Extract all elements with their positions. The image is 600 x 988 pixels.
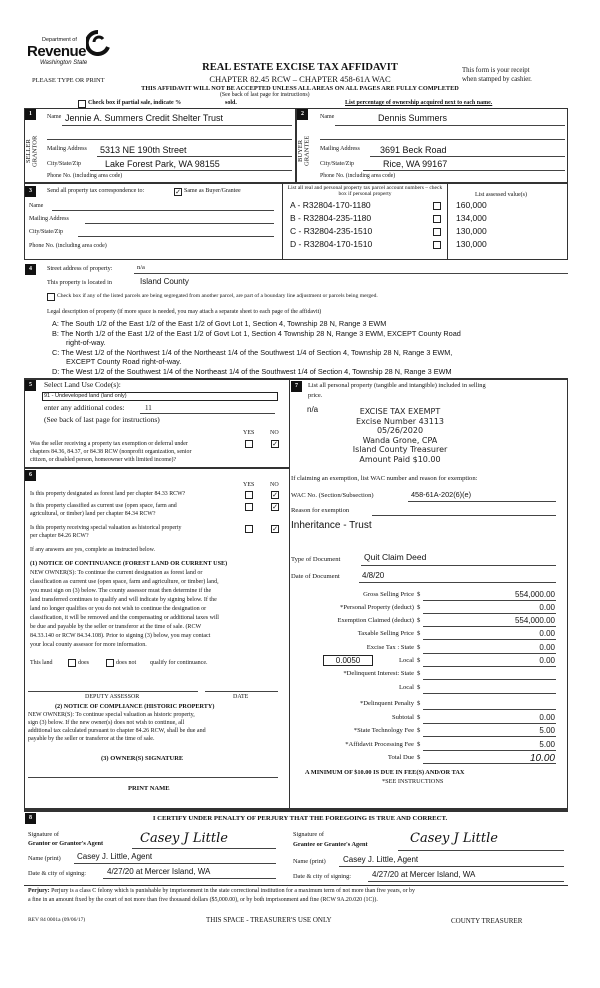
doc-type-field[interactable]: Quit Claim Deed: [364, 552, 427, 562]
buyer-city-field[interactable]: Rice, WA 99167: [383, 159, 448, 169]
section-number: 7: [291, 381, 302, 392]
s3-city-field[interactable]: [78, 236, 274, 237]
seller-phone-label: Phone No. (including area code): [47, 173, 123, 179]
date-label: DATE: [233, 694, 249, 700]
legal-line: right-of-way.: [66, 338, 106, 347]
tax-line-label: *State Technology Fee: [353, 727, 414, 734]
seller-mail-field[interactable]: 5313 NE 190th Street: [100, 145, 187, 155]
grantor-signature[interactable]: Casey J Little: [140, 831, 228, 846]
owner-signature-line[interactable]: [28, 777, 278, 778]
tax-line-label: Gross Selling Price: [363, 591, 414, 598]
price-label: price.: [308, 392, 323, 399]
tax-line-label: Local: [398, 684, 414, 691]
historic-question: Is this property receiving special valuation as historical property: [30, 525, 182, 531]
seller-name-label: Name: [47, 114, 62, 120]
buyer-city-label: City/State/Zip: [320, 161, 354, 167]
does-not-label: does not: [116, 660, 137, 666]
tax-line-underline: [423, 653, 556, 654]
section-number: 3: [25, 186, 36, 197]
tax-line-underline: [423, 639, 556, 640]
section-number: 6: [25, 470, 36, 481]
tax-line-label: Total Due: [387, 754, 414, 761]
legal-label: Legal description of property (if more space is needed, you may attach a separate sheet to each page of the affidavit): [47, 309, 322, 315]
tax-line-value[interactable]: 554,000.00: [514, 590, 555, 599]
tax-line-underline: [423, 750, 556, 751]
tax-line-label: Subtotal: [392, 714, 414, 721]
tax-line-value[interactable]: 554,000.00: [514, 616, 555, 625]
forest-no-checkbox[interactable]: ✓: [272, 491, 278, 499]
current-use-question: Is this property classified as current use (open space, farm and: [30, 503, 177, 509]
county-treasurer-label: COUNTY TREASURER: [451, 917, 523, 925]
tax-line-label: *Delinquent Penalty: [359, 700, 414, 707]
located-label: This property is located in: [47, 279, 112, 286]
forest-yes-checkbox[interactable]: [245, 491, 253, 499]
assessed-value[interactable]: 134,000: [456, 213, 487, 223]
partial-sale-label: Check box if partial sale, indicate %: [88, 100, 182, 106]
notice-continuance-title: (1) NOTICE OF CONTINUANCE (FOREST LAND OR CURRENT USE): [30, 560, 228, 567]
treasurer-use-label: THIS SPACE - TREASURER'S USE ONLY: [206, 916, 332, 924]
tax-line-label: *Affidavit Processing Fee: [345, 741, 414, 748]
seller-city-label: City/State/Zip: [47, 161, 81, 167]
dollar-sign: $: [417, 714, 421, 721]
exemption-question: citizen, or disabled person, homeowner with limited income)?: [30, 457, 177, 463]
excise-exempt-stamp: EXCISE TAX EXEMPT Excise Number 43113 05/26/2020 Wanda Grone, CPA Island County Treasurer Amount Paid $10.00: [352, 407, 448, 464]
form-title: REAL ESTATE EXCISE TAX AFFIDAVIT: [202, 62, 398, 73]
print-name-label: PRINT NAME: [128, 785, 170, 792]
s3-name-label: Name: [29, 203, 44, 209]
please-type: PLEASE TYPE OR PRINT: [32, 77, 105, 84]
s3-mail-field[interactable]: [85, 223, 274, 224]
logo-top: Department of: [42, 37, 77, 43]
s3-name-field[interactable]: [52, 210, 274, 211]
assessed-value[interactable]: 160,000: [456, 200, 487, 210]
dollar-sign: $: [417, 670, 421, 677]
tax-line-underline: [423, 736, 556, 737]
personal-property-checkbox[interactable]: [433, 241, 441, 249]
tax-line-underline: [423, 709, 556, 710]
s3-city-label: City/State/Zip: [29, 229, 63, 235]
doc-type-label: Type of Document: [291, 556, 341, 563]
dollar-sign: $: [417, 591, 421, 598]
dollar-sign: $: [417, 617, 421, 624]
assessed-value[interactable]: 130,000: [456, 226, 487, 236]
exemption-question: chapters 84.36, 84.37, or 84.38 RCW (nonprofit organization, senior: [30, 449, 192, 455]
tax-line-label: Excise Tax : State: [366, 644, 414, 651]
tax-line-value[interactable]: 0.00: [539, 656, 555, 665]
minimum-note: A MINIMUM OF $10.00 IS DUE IN FEE(S) AND/OR TAX: [305, 769, 465, 776]
legal-line: B: The North 1/2 of the East 1/2 of the East 1/2 of Govt Lot 1, Section 4 Township 28 N, Range 3 EWM, EXCEPT County Road: [52, 329, 461, 338]
additional-codes-field[interactable]: 11: [145, 404, 152, 412]
see-instructions: *SEE INSTRUCTIONS: [382, 778, 444, 785]
tax-line-label: Exemption Claimed (deduct): [337, 617, 414, 624]
notice-compliance-title: (2) NOTICE OF COMPLIANCE (HISTORIC PROPERTY): [55, 703, 215, 710]
sig-of-label: Signature of: [293, 831, 324, 838]
assessed-header: List assessed value(s): [475, 192, 527, 198]
form-subtitle: CHAPTER 82.45 RCW – CHAPTER 458-61A WAC: [209, 74, 391, 84]
buyer-side-label: BUYER GRANTEE: [297, 135, 311, 167]
tax-line-value[interactable]: 5.00: [539, 740, 555, 749]
grantor-date-field[interactable]: 4/27/20 at Mercer Island, WA: [107, 867, 211, 876]
wac-label: WAC No. (Section/Subsection): [291, 492, 374, 499]
reason-label: Reason for exemption: [291, 507, 350, 514]
dollar-sign: $: [417, 700, 421, 707]
grantee-name-field[interactable]: Casey J. Little, Agent: [343, 855, 419, 864]
grantor-name-field[interactable]: Casey J. Little, Agent: [77, 852, 153, 861]
section-number: 5: [25, 380, 36, 391]
s3-phone-label: Phone No. (including area code): [29, 243, 107, 249]
does-label: does: [78, 660, 89, 666]
assessed-value[interactable]: 130,000: [456, 239, 487, 249]
owner-signature-label: (3) OWNER(S) SIGNATURE: [101, 755, 184, 762]
historic-yes-checkbox[interactable]: [245, 525, 253, 533]
yes-header: YES: [243, 482, 255, 488]
historic-question: per chapter 84.26 RCW?: [30, 533, 89, 539]
seller-name-field[interactable]: Jennie A. Summers Credit Shelter Trust: [65, 113, 224, 123]
certify-statement: I CERTIFY UNDER PENALTY OF PERJURY THAT THE FOREGOING IS TRUE AND CORRECT.: [152, 815, 448, 822]
current-use-yes-checkbox[interactable]: [245, 503, 253, 511]
deputy-date-line[interactable]: [205, 691, 278, 692]
dollar-sign: $: [417, 684, 421, 691]
s3-mail-label: Mailing Address: [29, 216, 69, 222]
segregate-checkbox[interactable]: [47, 293, 55, 301]
personal-property-label: List all personal property (tangible and intangible) included in selling: [308, 382, 486, 389]
date-city-label: Date & city of signing:: [28, 870, 87, 877]
deputy-signature-line[interactable]: [28, 691, 198, 692]
section-number: 8: [25, 813, 36, 824]
current-use-question: agricultural, or timber) land per chapter 84.34 RCW?: [30, 511, 156, 517]
reason-field[interactable]: Inheritance - Trust: [291, 520, 372, 531]
tax-line-value[interactable]: 5.00: [539, 726, 555, 735]
same-as-buyer-label: Same as Buyer/Grantee: [184, 188, 241, 194]
parcel-id[interactable]: C - R32804-235-1510: [290, 226, 373, 236]
dollar-sign: $: [417, 630, 421, 637]
doc-date-field[interactable]: 4/8/20: [362, 571, 385, 580]
sold-label: sold.: [225, 100, 237, 106]
seller-city-field[interactable]: Lake Forest Park, WA 98155: [105, 159, 220, 169]
local-rate-box[interactable]: 0.0050: [323, 655, 373, 666]
parcels-header: List all real and personal property tax parcel account numbers – check box if personal property: [287, 185, 443, 198]
legal-line: D: The West 1/2 of the Southwest 1/4 of the Northeast 1/4 of the Southwest 1/4 of Section 4, Township 28 N, Range 3 EWM: [52, 367, 452, 376]
same-as-buyer-checkbox[interactable]: ✓: [175, 188, 181, 196]
perjury-note-2: a fine in an amount fixed by the court of not more than five thousand dollars ($5,000.00), or by both imprisonment and fine (RCW 9A.20.020 (1C)).: [28, 897, 378, 903]
grantee-date-field[interactable]: 4/27/20 at Mercer Island, WA: [372, 870, 476, 879]
historic-no-checkbox[interactable]: ✓: [272, 525, 278, 533]
parcel-id[interactable]: A - R32804-170-1180: [290, 200, 371, 210]
dollar-sign: $: [417, 754, 421, 761]
forest-land-question: Is this property designated as forest land per chapter 84.33 RCW?: [30, 491, 186, 497]
q1-yes-checkbox[interactable]: [245, 440, 253, 448]
section-number: 4: [25, 264, 36, 275]
tax-line-label: *Delinquent Interest: State: [343, 670, 414, 677]
tax-line-underline: [423, 679, 556, 680]
tax-line-value[interactable]: 0.00: [539, 629, 555, 638]
perjury-note: Perjury: Perjury is a class C felony which is punishable by imprisonment in the state correctional institution for a maximum term of not more than five years, or by: [28, 888, 415, 894]
wac-field[interactable]: 458-61A-202(6)(e): [411, 490, 472, 499]
tax-line-label: Local: [398, 657, 414, 664]
section-number: 2: [297, 109, 308, 120]
parcel-id[interactable]: D - R32804-170-1510: [290, 239, 373, 249]
dollar-sign: $: [417, 604, 421, 611]
form-revision: REV 84 0001a (09/06/17): [28, 917, 86, 923]
land-use-label: Select Land Use Code(s):: [44, 380, 121, 389]
exemption-question: Was the seller receiving a property tax exemption or deferral under: [30, 441, 188, 447]
tax-line-underline: [423, 693, 556, 694]
yes-header: YES: [243, 430, 255, 436]
legal-line: C: The West 1/2 of the Northwest 1/4 of the Northeast 1/4 of the Southwest 1/4 of Section 4, Township 28 N, Range 3 EWM,: [52, 348, 453, 357]
street-field[interactable]: n/a: [137, 264, 145, 271]
segregate-label: Check box if any of the listed parcels are being segregated from another parcel, are part of a boundary line adjustment or parcels being merged.: [57, 293, 378, 299]
dollar-sign: $: [417, 727, 421, 734]
additional-codes-label: enter any additional codes:: [44, 403, 125, 412]
tax-line-label: Taxable Selling Price: [357, 630, 414, 637]
personal-property-checkbox[interactable]: [433, 228, 441, 236]
seller-mail-label: Mailing Address: [47, 146, 87, 152]
seller-side-label: SELLER GRANTOR: [25, 135, 39, 167]
dollar-sign: $: [417, 741, 421, 748]
logo-main: Revenue: [27, 43, 87, 60]
parcel-id[interactable]: B - R32804-235-1180: [290, 213, 372, 223]
does-not-qualify-checkbox[interactable]: [106, 659, 114, 667]
tax-line-value[interactable]: 10.00: [529, 753, 555, 764]
tax-line-underline: [423, 723, 556, 724]
percentage-note: List percentage of ownership acquired next to each name.: [345, 100, 493, 106]
personal-property-checkbox[interactable]: [433, 215, 441, 223]
this-land-label: This land: [30, 660, 53, 666]
send-correspondence-label: Send all property tax correspondence to:: [47, 188, 145, 194]
legal-line: A: The South 1/2 of the East 1/2 of the East 1/2 of Govt Lot 1, Section 4, Township 28 N, Range 3 EWM: [52, 319, 387, 328]
buyer-mail-label: Mailing Address: [320, 146, 360, 152]
legal-line: EXCEPT County Road right-of-way.: [66, 357, 182, 366]
tax-line-underline: [423, 613, 556, 614]
street-label: Street address of property:: [47, 265, 113, 272]
buyer-name-label: Name: [320, 114, 335, 120]
tax-line-value[interactable]: 0.00: [539, 603, 555, 612]
tax-line-value[interactable]: 0.00: [539, 713, 555, 722]
personal-property-checkbox[interactable]: [433, 202, 441, 210]
grantee-agent-label: Grantee or Grantee's Agent: [293, 841, 368, 848]
doc-date-label: Date of Document: [291, 573, 340, 580]
no-header: NO: [270, 430, 279, 436]
county-field[interactable]: Island County: [140, 277, 189, 286]
exemption-label: If claiming an exemption, list WAC number and reason for exemption:: [291, 475, 478, 482]
grantee-signature[interactable]: Casey J Little: [410, 831, 498, 846]
tax-line-label: *Personal Property (deduct): [340, 604, 414, 611]
buyer-name-field[interactable]: Dennis Summers: [378, 113, 448, 123]
name-print-label: Name (print): [293, 858, 326, 865]
qualify-label: qualify for continuance.: [150, 660, 208, 666]
s5-see-back: (See back of last page for instructions): [44, 415, 160, 424]
name-print-label: Name (print): [28, 855, 61, 862]
buyer-mail-field[interactable]: 3691 Beck Road: [380, 145, 447, 155]
if-yes-note: If any answers are yes, complete as instructed below.: [30, 547, 155, 553]
section-number: 1: [25, 109, 36, 120]
dollar-sign: $: [417, 644, 421, 651]
logo-swirl-icon: [86, 30, 110, 56]
no-header: NO: [270, 482, 279, 488]
dollar-sign: $: [417, 657, 421, 664]
sig-of-label: Signature of: [28, 831, 59, 838]
current-use-no-checkbox[interactable]: ✓: [272, 503, 278, 511]
buyer-phone-label: Phone No. (including area code): [320, 173, 396, 179]
personal-property-field[interactable]: n/a: [307, 405, 319, 414]
date-city-label: Date & city of signing:: [293, 873, 352, 880]
land-use-select[interactable]: 91 - Undeveloped land (land only): [42, 392, 278, 401]
logo-sub: Washington State: [40, 60, 88, 66]
receipt-note: This form is your receipt: [462, 67, 530, 74]
tax-line-underline: [423, 666, 556, 667]
tax-line-value[interactable]: 0.00: [539, 643, 555, 652]
see-back: (See back of last page for instructions): [220, 92, 310, 98]
grantor-agent-label: Grantor or Grantor's Agent: [28, 840, 104, 847]
warning: THIS AFFIDAVIT WILL NOT BE ACCEPTED UNLESS ALL AREAS ON ALL PAGES ARE FULLY COMPLETED: [141, 84, 459, 92]
deputy-assessor-label: DEPUTY ASSESSOR: [85, 694, 140, 700]
partial-sale-checkbox[interactable]: [78, 100, 86, 108]
tax-line-underline: [423, 626, 556, 627]
tax-line-underline: [423, 600, 556, 601]
receipt-note-2: when stamped by cashier.: [462, 76, 532, 83]
does-qualify-checkbox[interactable]: [68, 659, 76, 667]
q1-no-checkbox[interactable]: ✓: [272, 440, 278, 448]
